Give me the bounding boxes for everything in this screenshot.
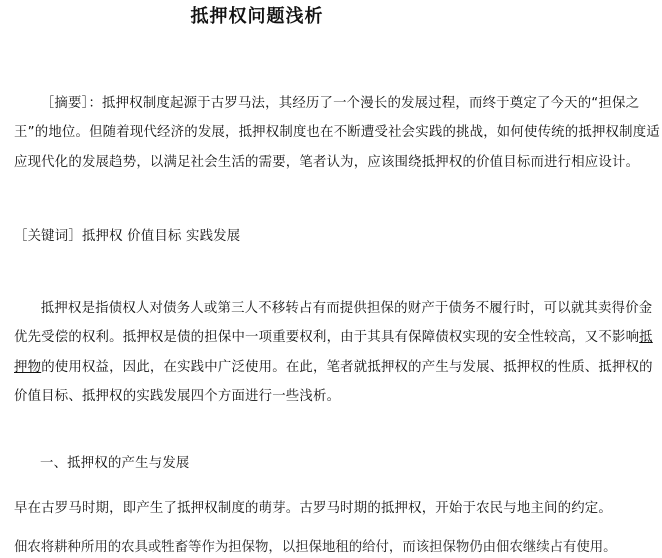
cutoff-line-text: 佃农将耕种所用的农具或牲畜等作为担保物，以担保地租的给付，而该担保物仍由佃农继续占有使用。	[14, 540, 617, 555]
document-title: 抵押权问题浅析	[190, 6, 324, 27]
abstract-text: ［摘要］：抵押权制度起源于古罗马法，其经历了一个漫长的发展过程，而终于奠定了今天的“担保之王”的地位。但随着现代经济的发展，抵押权制度也在不断遭受社会实践的挑战，如何使传统的抵押权制度适应现代化的发展趋势，以满足社会生活的需要，笔者认为，应该围绕抵押权的价值目标而进行相应设计。	[14, 96, 660, 170]
body-paragraph	[14, 294, 660, 411]
cutoff-next-line	[14, 528, 660, 555]
keywords-line: ［关键词］抵押权 价值目标 实践发展	[14, 229, 241, 244]
mortgaged-property-link[interactable]: 抵押物	[14, 330, 653, 375]
abstract-paragraph	[14, 89, 660, 177]
body-text-after-link: 的使用权益，因此，在实践中广泛使用。在此，笔者就抵押权的产生与发展、抵押权的性质、抵押权的价值目标、抵押权的实践发展四个方面进行一些浅析。	[14, 359, 653, 404]
section-heading-1: 一、抵押权的产生与发展	[40, 456, 190, 471]
body-text-before-link: 抵押权是指债权人对债务人或第三人不移转占有而提供担保的财产于债务不履行时，可以就其卖得价金优先受偿的权利。抵押权是债的担保中一项重要权利，由于其具有保障债权实现的安全性较高，又不影响	[14, 301, 653, 346]
body-text	[14, 294, 660, 411]
section1-text: 早在古罗马时期，即产生了抵押权制度的萌芽。古罗马时期的抵押权，开始于农民与地主间的约定。	[14, 501, 612, 517]
